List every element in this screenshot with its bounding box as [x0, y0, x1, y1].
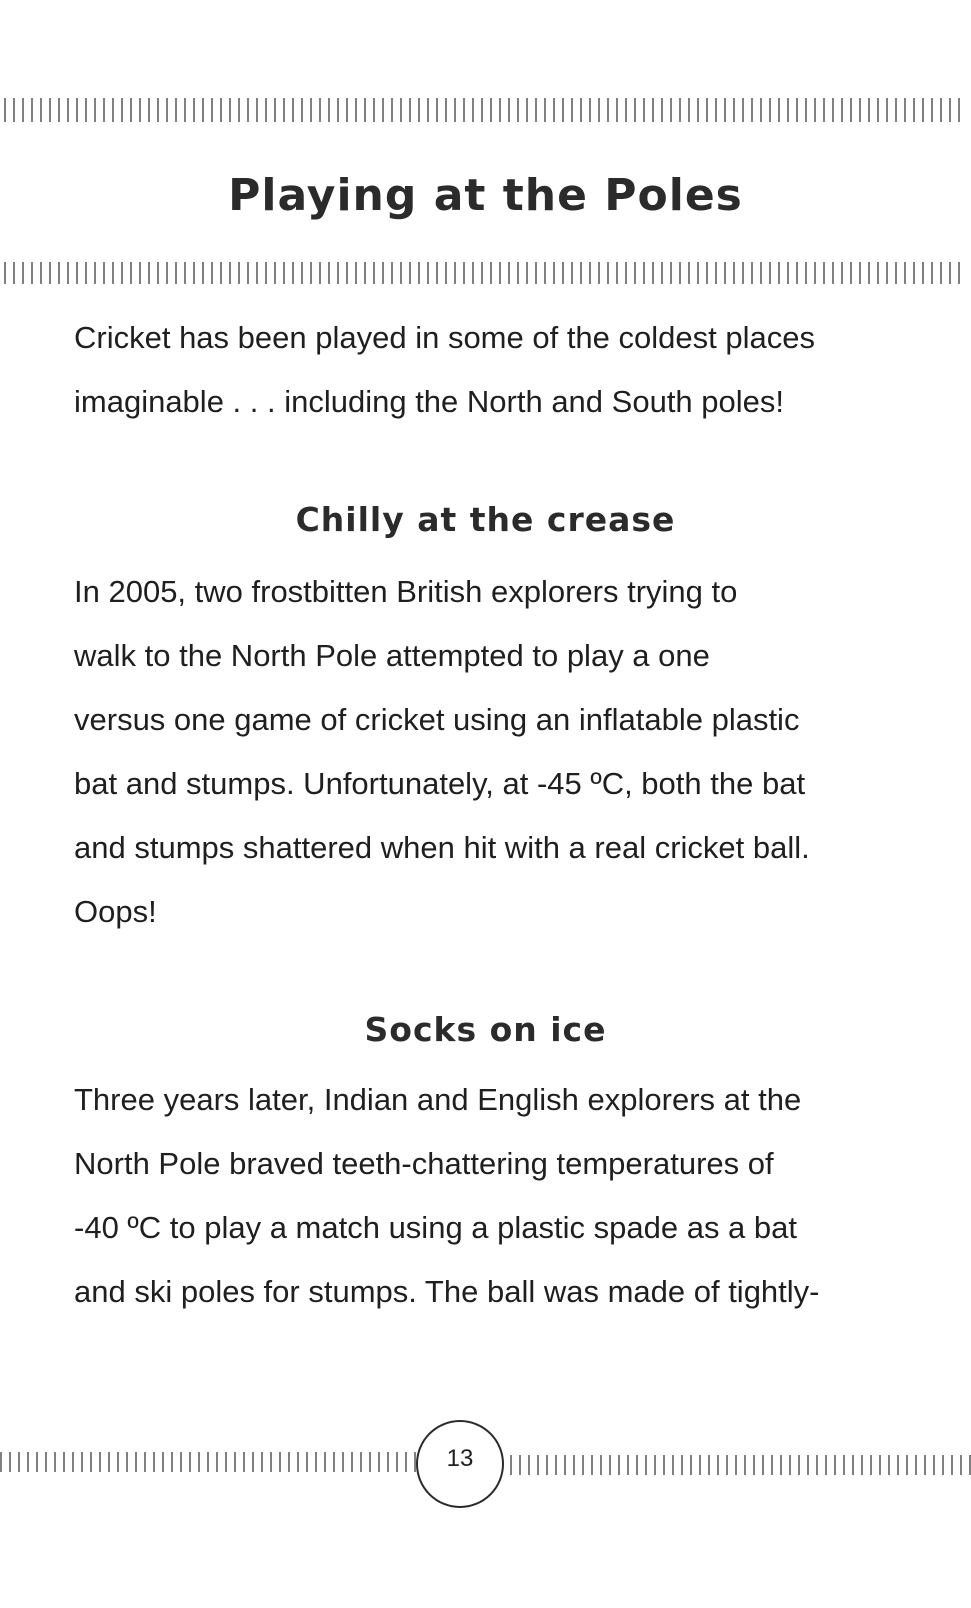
text-line: and stumps shattered when hit with a real cricket ball. — [74, 830, 810, 865]
section-paragraph-chilly — [74, 560, 904, 944]
text-line: bat and stumps. Unfortunately, at -45 ºC, both the bat — [74, 766, 806, 801]
text-line: walk to the North Pole attempted to play a one — [74, 638, 710, 673]
page-number: 13 — [446, 1445, 474, 1472]
text-line: In 2005, two frostbitten British explorers trying to — [74, 574, 738, 609]
text-line: -40 ºC to play a match using a plastic spade as a bat — [74, 1210, 798, 1245]
bottom-left-tick-border — [0, 1452, 420, 1472]
text-line: Three years later, Indian and English explorers at the — [74, 1082, 802, 1117]
text-line: North Pole braved teeth-chattering temperatures of — [74, 1146, 774, 1181]
text-line: Oops! — [74, 894, 157, 929]
text-line: imaginable . . . including the North and South poles! — [74, 384, 785, 419]
section-heading-chilly: Chilly at the crease — [295, 500, 676, 539]
top-decorative-tick-border — [4, 98, 967, 122]
text-line: versus one game of cricket using an inflatable plastic — [74, 702, 800, 737]
bottom-right-tick-border — [510, 1455, 971, 1475]
text-line: and ski poles for stumps. The ball was made of tightly- — [74, 1274, 820, 1309]
text-line: Cricket has been played in some of the coldest places — [74, 320, 815, 355]
section-heading-socks: Socks on ice — [364, 1010, 607, 1049]
section-paragraph-socks — [74, 1068, 904, 1324]
page-title: Playing at the Poles — [228, 170, 743, 221]
intro-paragraph — [74, 306, 904, 434]
title-underline-tick-border — [4, 262, 967, 284]
page-number-badge — [416, 1420, 504, 1508]
